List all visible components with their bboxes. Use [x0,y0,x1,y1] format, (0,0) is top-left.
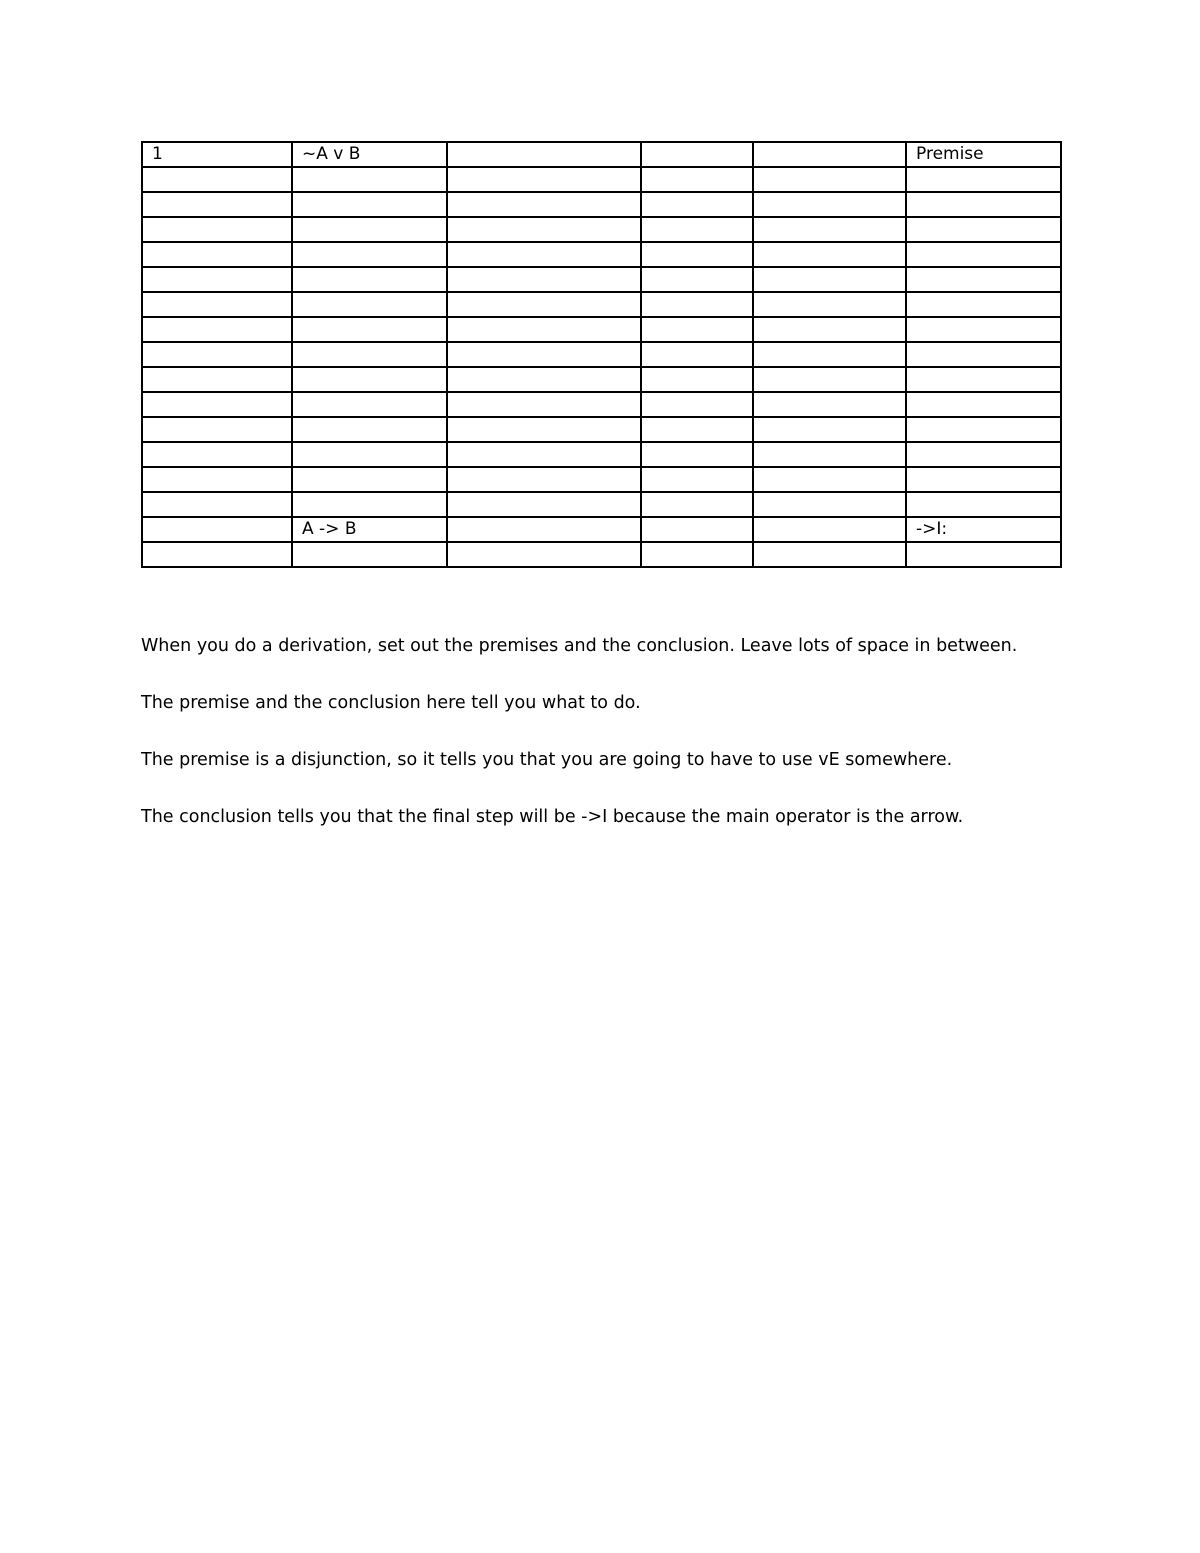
table-cell [292,442,447,467]
table-cell [906,367,1061,392]
table-cell [142,367,292,392]
table-cell [753,267,906,292]
table-row [142,542,1061,567]
table-cell [753,392,906,417]
table-cell [753,292,906,317]
table-cell [447,342,641,367]
table-cell [641,467,753,492]
table-cell [753,217,906,242]
table-cell [292,292,447,317]
table-cell [142,467,292,492]
table-row [142,517,1061,542]
table-cell [447,267,641,292]
table-cell [753,367,906,392]
table-cell [906,392,1061,417]
table-row [142,392,1061,417]
table-cell: 1 [142,142,292,167]
table-row [142,267,1061,292]
table-cell [641,517,753,542]
table-cell [447,392,641,417]
table-cell [142,392,292,417]
table-cell [447,192,641,217]
table-cell [753,142,906,167]
table-cell [641,342,753,367]
table-cell [142,317,292,342]
derivation-table [141,141,1062,568]
table-cell [292,267,447,292]
table-cell [447,467,641,492]
table-row [142,142,1061,167]
table-cell [142,492,292,517]
table-cell [447,167,641,192]
table-cell [641,217,753,242]
table-cell [292,317,447,342]
table-cell [142,167,292,192]
table-cell [753,317,906,342]
table-cell [641,442,753,467]
table-row [142,217,1061,242]
table-cell [641,542,753,567]
table-row [142,417,1061,442]
table-cell [906,342,1061,367]
table-cell [906,542,1061,567]
table-cell [142,267,292,292]
table-cell [641,142,753,167]
table-row [142,442,1061,467]
table-cell [447,242,641,267]
table-cell [142,342,292,367]
table-cell [447,442,641,467]
table-cell [753,542,906,567]
table-cell [641,392,753,417]
table-cell [906,467,1061,492]
table-cell [292,342,447,367]
table-cell [292,192,447,217]
table-cell [641,242,753,267]
table-cell: ->I: [906,517,1061,542]
table-row [142,367,1061,392]
table-cell [447,492,641,517]
table-cell [753,442,906,467]
table-cell [906,317,1061,342]
table-cell [292,167,447,192]
table-row [142,242,1061,267]
table-cell [292,542,447,567]
table-cell [753,342,906,367]
table-cell [292,492,447,517]
table-cell [142,442,292,467]
table-cell [292,467,447,492]
table-cell [641,492,753,517]
table-cell [641,267,753,292]
table-cell [641,192,753,217]
table-cell: A -> B [292,517,447,542]
table-cell [142,192,292,217]
table-cell [142,517,292,542]
table-cell [753,167,906,192]
table-row [142,292,1061,317]
table-cell [906,442,1061,467]
table-row [142,342,1061,367]
table-cell [142,542,292,567]
note-paragraph: The conclusion tells you that the final step will be ->I because the main operator is the arrow. [141,807,964,827]
table-cell [447,517,641,542]
table-cell [906,267,1061,292]
table-cell [906,417,1061,442]
table-row [142,167,1061,192]
table-cell [641,317,753,342]
table-cell: Premise [906,142,1061,167]
table-row [142,467,1061,492]
table-cell [906,167,1061,192]
table-cell [292,242,447,267]
table-cell [447,292,641,317]
table-cell [142,242,292,267]
notes-section [141,634,1101,862]
derivation-table-body [142,142,1061,567]
table-cell [753,192,906,217]
table-cell [292,417,447,442]
table-cell [292,217,447,242]
table-cell [906,217,1061,242]
table-cell [906,292,1061,317]
table-cell [447,367,641,392]
table-cell [753,467,906,492]
table-cell [906,192,1061,217]
table-cell [753,242,906,267]
table-row [142,317,1061,342]
table-row [142,192,1061,217]
table-cell [447,142,641,167]
table-cell [447,317,641,342]
table-cell: ~A v B [292,142,447,167]
table-cell [447,542,641,567]
note-paragraph: The premise and the conclusion here tell you what to do. [141,693,641,713]
table-cell [142,417,292,442]
table-cell [142,217,292,242]
table-row [142,492,1061,517]
table-cell [142,292,292,317]
table-cell [641,367,753,392]
table-cell [641,417,753,442]
table-cell [753,417,906,442]
table-cell [753,517,906,542]
table-cell [906,242,1061,267]
table-cell [641,292,753,317]
table-cell [292,392,447,417]
table-cell [641,167,753,192]
table-cell [753,492,906,517]
table-cell [447,217,641,242]
table-cell [447,417,641,442]
table-cell [906,492,1061,517]
note-paragraph: When you do a derivation, set out the premises and the conclusion. Leave lots of space in between. [141,636,1018,656]
note-paragraph: The premise is a disjunction, so it tells you that you are going to have to use vE somewhere. [141,750,953,770]
table-cell [292,367,447,392]
